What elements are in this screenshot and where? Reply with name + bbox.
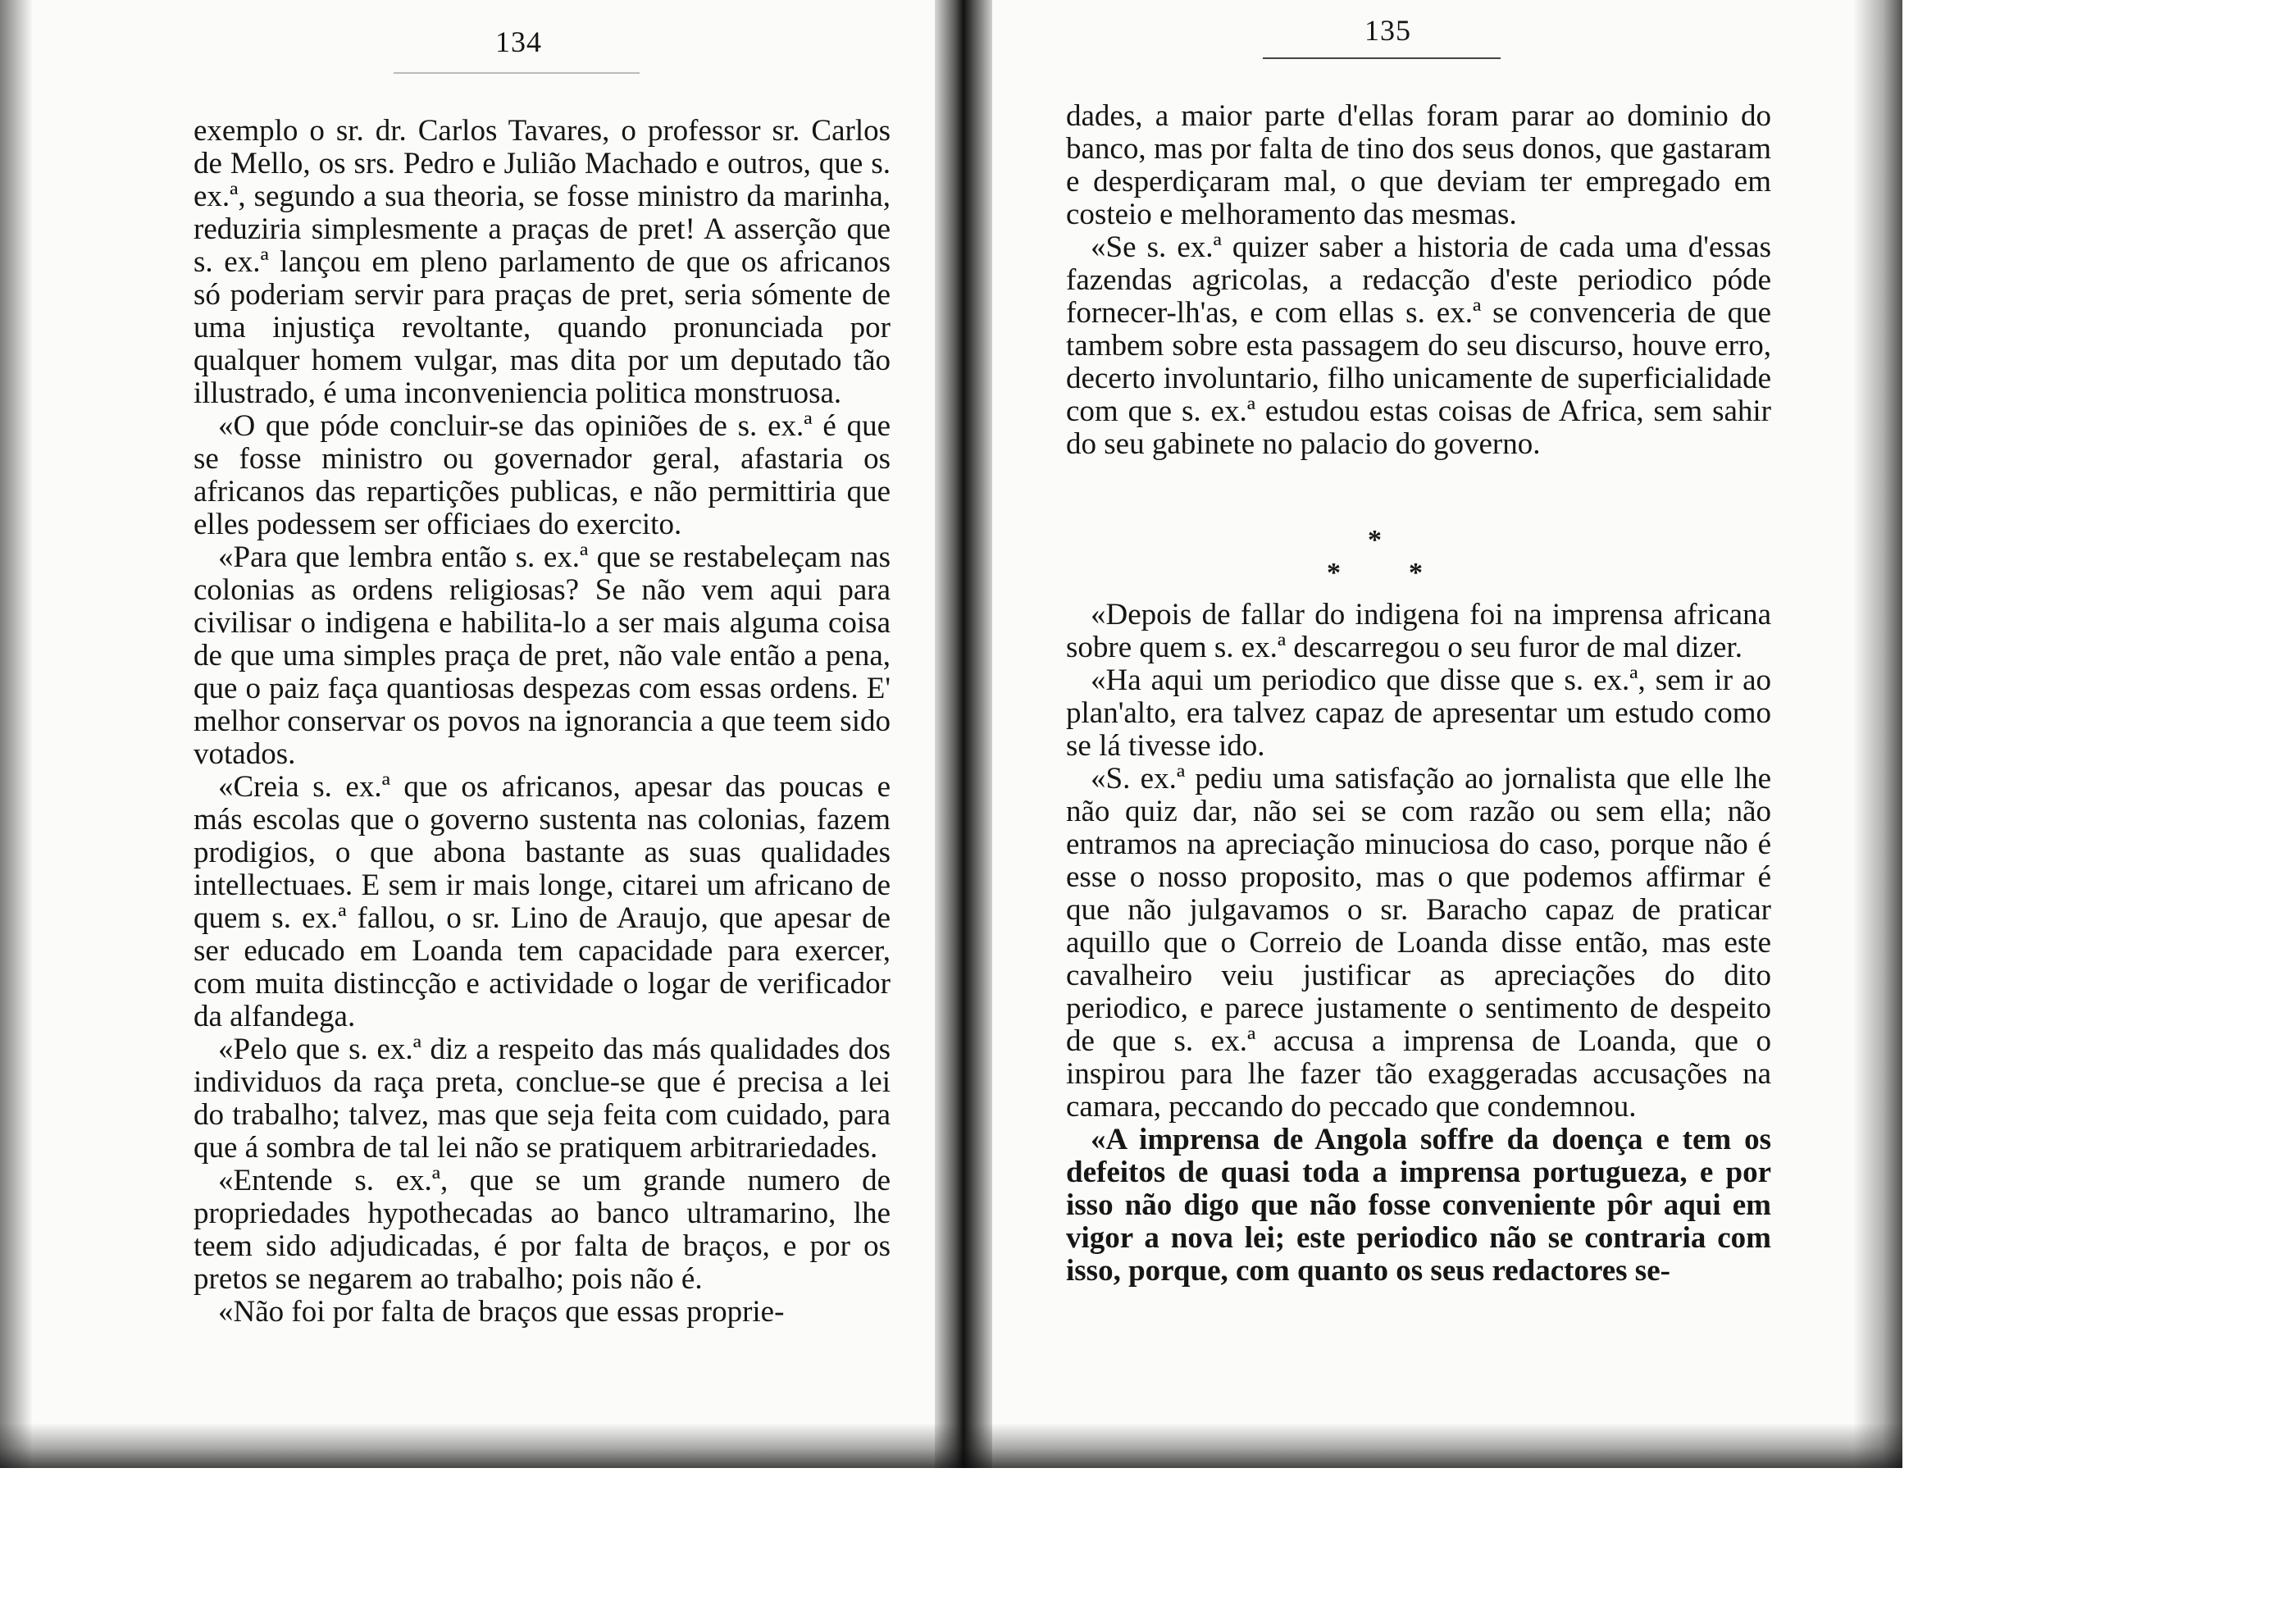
paragraph: «Entende s. ex.ª, que se um grande numero de propriedades hypothecadas ao banco ultramarino, lhe teem sido adjudicadas, é por falta de braços, e por os pretos se negarem ao trabalho; pois não é. [194,1164,891,1296]
ornament-asterisk: * [1409,558,1423,588]
right-text-column-top [1066,100,1771,461]
paragraph: «Pelo que s. ex.ª diz a respeito das más qualidades dos individuos da raça preta, conclue-se que é precisa a lei do trabalho; talvez, mas que seja feita com cuidado, para que á sombra de tal lei não se pratiquem arbitrariedades. [194,1033,891,1165]
paragraph: dades, a maior parte d'ellas foram parar ao dominio do banco, mas por falta de tino dos seus donos, que gastaram e desperdiçaram mal, o que deviam ter empregado em costeio e melhoramento das mesmas. [1066,99,1771,231]
right-text-column-bottom [1066,599,1771,1288]
right-page [968,0,1902,1468]
paragraph: «Não foi por falta de braços que essas proprie- [218,1295,785,1329]
paragraph: «O que póde concluir-se das opiniões de s. ex.ª é que se fosse ministro ou governador geral, afastaria os africanos das repartições publicas, e não permittiria que elles podessem ser officiaes do exercito. [194,409,891,541]
left-header-rule [394,72,640,74]
left-text-column [194,115,891,1329]
paragraph: «S. ex.ª pediu uma satisfação ao jornalista que elle lhe não quiz dar, não sei se com razão ou sem ella; não entramos na apreciação minuciosa do caso, porque não é esse o nosso proposito, mas o que podemos affirmar é que não julgavamos o sr. Baracho capaz de praticar aquillo que o Correio de Loanda disse então, mas este cavalheiro veiu justificar as apreciações do dito periodico, e parece justamente o sentimento de despeito de que s. ex.ª accusa a imprensa de Loanda, que o inspirou para lhe fazer tão exaggeradas accusações na camara, peccando do peccado que condemnou. [1066,762,1771,1124]
left-page-number: 134 [495,25,542,58]
ornament-asterisk: * [1327,558,1341,588]
paragraph: «Creia s. ex.ª que os africanos, apesar das poucas e más escolas que o governo sustenta nas colonias, fazem prodigios, o que abona bastante as suas qualidades intellectuaes. E sem ir mais longe, citarei um africano de quem s. ex.ª fallou, o sr. Lino de Araujo, que apesar de ser educado em Loanda tem capacidade para exercer, com muita distincção e actividade o logar de verificador da alfandega. [194,770,891,1033]
paragraph: «Se s. ex.ª quizer saber a historia de cada uma d'essas fazendas agricolas, a redacção d'este periodico póde fornecer-lh'as, e com ellas s. ex.ª se convenceria de que tambem sobre esta passagem do seu discurso, houve erro, decerto involuntario, filho unicamente de superficialidade com que s. ex.ª estudou estas coisas de Africa, sem sahir do seu gabinete no palacio do governo. [1066,230,1771,461]
right-edge-shadow [1853,0,1902,1468]
right-page-number: 135 [1364,14,1411,47]
paragraph: «Para que lembra então s. ex.ª que se restabeleçam nas colonias as ordens religiosas? Se não vem aqui para civilisar o indigena e habilita-lo a ser mais alguma coisa de que uma simples praça de pret, não vale então a pena, que o paiz faça quantiosas despezas com essas ordens. E' melhor conservar os povos na ignorancia a que teem sido votados. [194,540,891,771]
right-header-rule [1263,57,1501,59]
bottom-edge-shadow [0,1423,1902,1468]
paragraph: exemplo o sr. dr. Carlos Tavares, o professor sr. Carlos de Mello, os srs. Pedro e Julião Machado e outros, que s. ex.ª, segundo a sua theoria, se fosse ministro da marinha, reduziria simplesmente a praças de pret! A asserção que s. ex.ª lançou em pleno parlamento de que os africanos só poderiam servir para praças de pret, seria sómente de uma injustiça revoltante, quando pronunciada por qualquer homem vulgar, mas dita por um deputado tão illustrado, é uma inconveniencia politica monstruosa. [194,114,891,410]
paragraph: «Ha aqui um periodico que disse que s. ex.ª, sem ir ao plan'alto, era talvez capaz de apresentar um estudo como se lá tivesse ido. [1066,663,1771,763]
section-ornament [1312,525,1443,590]
ornament-asterisk: * [1368,525,1382,555]
left-page [0,0,968,1468]
left-edge-shadow [0,0,33,1468]
paragraph: «Depois de fallar do indigena foi na imprensa africana sobre quem s. ex.ª descarregou o seu furor de mal dizer. [1066,598,1771,664]
paragraph: «A imprensa de Angola soffre da doença e tem os defeitos de quasi toda a imprensa portugueza, e por isso não digo que não fosse conveniente pôr aqui em vigor a nova lei; este periodico não se contraria com isso, porque, com quanto os seus redactores se- [1066,1123,1771,1288]
book-gutter [935,0,992,1468]
